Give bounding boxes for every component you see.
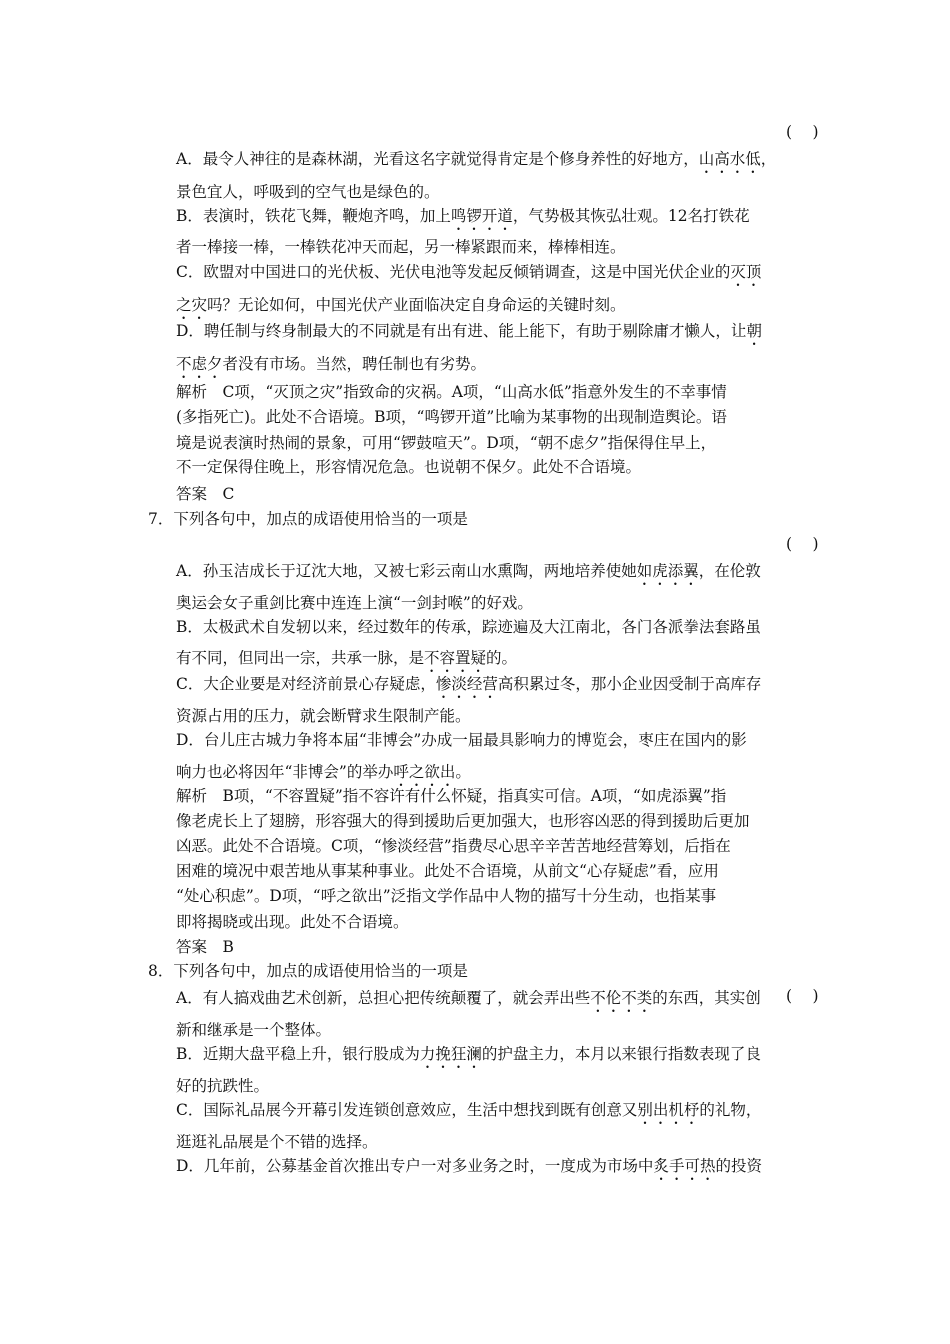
q8-option-line <box>176 1043 761 1072</box>
text-run: 7．下列各句中，加点的成语使用恰当的一项是 <box>148 510 468 528</box>
text-run: 好的抗跌性。 <box>176 1077 270 1095</box>
text-run: 奥运会女子重剑比赛中连连上演“一剑封喉”的好戏。 <box>176 594 533 612</box>
q6-analysis-line <box>176 432 716 454</box>
q6-option-line <box>176 353 486 382</box>
text-run: 逛逛礼品展是个不错的选择。 <box>176 1133 378 1151</box>
text-run: 的东西，其实创 <box>652 989 761 1007</box>
text-run: 者没有市场。当然，聘任制也有劣势。 <box>222 355 487 373</box>
text-run: ，在伦敦 <box>698 562 761 580</box>
dotted-idiom: 鸣锣开道 <box>450 207 513 225</box>
q7-option-line <box>176 647 517 676</box>
q7-analysis-line <box>176 885 716 907</box>
q7-option-line <box>176 560 761 589</box>
answer-bracket-q6: ( ) <box>786 123 819 141</box>
dotted-idiom: 力挽狂澜 <box>419 1045 482 1063</box>
text-run: 解析 B项，“不容置疑”指不容许有什么怀疑，指真实可信。A项，“如虎添翼”指 <box>176 787 727 805</box>
q6-answer <box>176 483 234 505</box>
dotted-idiom: 不虑夕 <box>176 355 223 373</box>
q8-option-line <box>176 1155 762 1184</box>
answer-bracket-q8: ( ) <box>786 987 819 1005</box>
q6-option-line <box>176 236 626 258</box>
dotted-idiom: 呼之欲出 <box>393 763 456 781</box>
text-run: “处心积虑”。D项，“呼之欲出”泛指文学作品中人物的描写十分生动，也指某事 <box>176 887 717 905</box>
text-run: 资源占用的压力，就会断臂求生限制产能。 <box>176 707 471 725</box>
q8-option-line <box>176 1075 269 1097</box>
q7-stem <box>148 508 468 530</box>
text-run: 像老虎长上了翅膀，形容强大的得到援助后更加强大，也形容凶恶的得到援助后更加 <box>176 812 750 830</box>
text-run: 新和继承是一个整体。 <box>176 1021 332 1039</box>
q6-analysis-line <box>176 456 641 478</box>
text-run: 凶恶。此处不合语境。C项，“惨淡经营”指费尽心思辛辛苦苦地经营筹划，后指在 <box>176 837 731 855</box>
text-run: B．太极武术自发轫以来，经过数年的传承，踪迹遍及大江南北，各门各派拳法套路虽 <box>176 618 761 636</box>
text-run: 的护盘主力，本月以来银行指数表现了良 <box>481 1045 761 1063</box>
dotted-idiom: 不容置疑 <box>424 649 487 667</box>
q7-analysis-line <box>176 835 731 857</box>
dotted-idiom: 山高水低 <box>698 150 761 168</box>
q8-stem <box>148 960 468 982</box>
q6-option-line <box>176 261 761 290</box>
q6-option-line <box>176 205 750 234</box>
text-run: D．台儿庄古城力争将本届“非博会”办成一届最具影响力的博览会，枣庄在国内的影 <box>176 731 747 749</box>
dotted-idiom: 之灾 <box>176 296 208 314</box>
q7-option-line <box>176 673 761 702</box>
text-run: 者一棒接一棒，一棒铁花冲天而起，另一棒紧跟而来，棒棒相连。 <box>176 238 626 256</box>
q6-analysis-line <box>176 381 727 403</box>
text-run: 即将揭晓或出现。此处不合语境。 <box>176 913 409 931</box>
q7-option-line <box>176 616 761 638</box>
q8-option-line <box>176 1099 761 1128</box>
dotted-idiom: 炙手可热 <box>653 1157 716 1175</box>
text-run: 境是说表演时热闹的景象，可用“锣鼓喧天”。D项，“朝不虑夕”指保得住早上， <box>176 434 717 452</box>
text-run: 的礼物， <box>699 1101 762 1119</box>
q7-analysis-line <box>176 860 719 882</box>
text-run: 吗？无论如何，中国光伏产业面临决定自身命运的关键时刻。 <box>207 296 626 314</box>
text-run: 答案 B <box>176 938 234 956</box>
text-run: C．国际礼品展今开幕引发连锁创意效应，生活中想找到既有创意又 <box>176 1101 638 1119</box>
text-run: 有不同，但同出一宗，共承一脉，是 <box>176 649 425 667</box>
text-run: C．欧盟对中国进口的光伏板、光伏电池等发起反倾销调查，这是中国光伏企业的 <box>176 263 731 281</box>
dotted-idiom: 惨淡经营 <box>435 675 498 693</box>
q6-option-line <box>176 294 626 323</box>
text-run: A．最令人神往的是森林湖，光看这名字就觉得肯定是个修身养性的好地方， <box>176 150 699 168</box>
q6-analysis-line <box>176 406 727 428</box>
q7-option-line <box>176 592 533 614</box>
q7-analysis-line <box>176 785 726 807</box>
q6-option-line <box>176 181 440 203</box>
q7-analysis-line <box>176 810 750 832</box>
text-run: 8．下列各句中，加点的成语使用恰当的一项是 <box>148 962 468 980</box>
text-run: 答案 C <box>176 485 235 503</box>
dotted-idiom: 不伦不类 <box>590 989 653 1007</box>
text-run: 景色宜人，呼吸到的空气也是绿色的。 <box>176 183 440 201</box>
text-run: B．近期大盘平稳上升，银行股成为 <box>176 1045 420 1063</box>
text-run: C．大企业要是对经济前景心存疑虑， <box>176 675 436 693</box>
text-run: D．几年前，公募基金首次推出专户一对多业务之时，一度成为市场中 <box>176 1157 654 1175</box>
text-run: 高积累过冬，那小企业因受制于高库存 <box>497 675 762 693</box>
q8-option-line <box>176 1131 378 1153</box>
text-run: ， <box>760 150 777 168</box>
text-run: A．孙玉洁成长于辽沈大地，又被七彩云南山水熏陶，两地培养使她 <box>176 562 637 580</box>
q8-option-line <box>176 987 761 1016</box>
text-run: 。 <box>455 763 471 781</box>
dotted-idiom: 如虎添翼 <box>636 562 699 580</box>
text-run: 困难的境况中艰苦地从事某种事业。此处不合语境，从前文“心存疑虑”看，应用 <box>176 862 719 880</box>
text-run: 不一定保得住晚上，形容情况危急。也说朝不保夕。此处不合语境。 <box>176 458 642 476</box>
text-run: 解析 C项，“灭顶之灾”指致命的灾祸。A项，“山高水低”指意外发生的不幸事情 <box>176 383 727 401</box>
answer-bracket-q7: ( ) <box>786 535 819 553</box>
text-run: (多指死亡)。此处不合语境。B项，“鸣锣开道”比喻为某事物的出现制造舆论。语 <box>176 408 727 426</box>
q7-analysis-line <box>176 911 409 933</box>
text-run: D．聘任制与终身制最大的不同就是有出有进、能上能下，有助于剔除庸才懒人，让 <box>176 322 747 340</box>
q7-option-line <box>176 729 747 751</box>
q8-option-line <box>176 1019 331 1041</box>
q6-option-line <box>176 148 776 177</box>
text-run: B．表演时，铁花飞舞，鞭炮齐鸣，加上 <box>176 207 451 225</box>
q6-option-line <box>176 320 762 349</box>
q7-answer <box>176 936 234 958</box>
text-run: 响力也必将因年“非博会”的举办 <box>176 763 394 781</box>
text-run: 的。 <box>486 649 518 667</box>
text-run: ，气势极其恢弘壮观。12名打铁花 <box>512 207 750 225</box>
dotted-idiom: 朝 <box>746 322 762 340</box>
dotted-idiom: 灭顶 <box>730 263 762 281</box>
q7-option-line <box>176 705 471 727</box>
dotted-idiom: 别出机杼 <box>637 1101 700 1119</box>
text-run: 的投资 <box>715 1157 762 1175</box>
text-run: A．有人搞戏曲艺术创新，总担心把传统颠覆了，就会弄出些 <box>176 989 591 1007</box>
